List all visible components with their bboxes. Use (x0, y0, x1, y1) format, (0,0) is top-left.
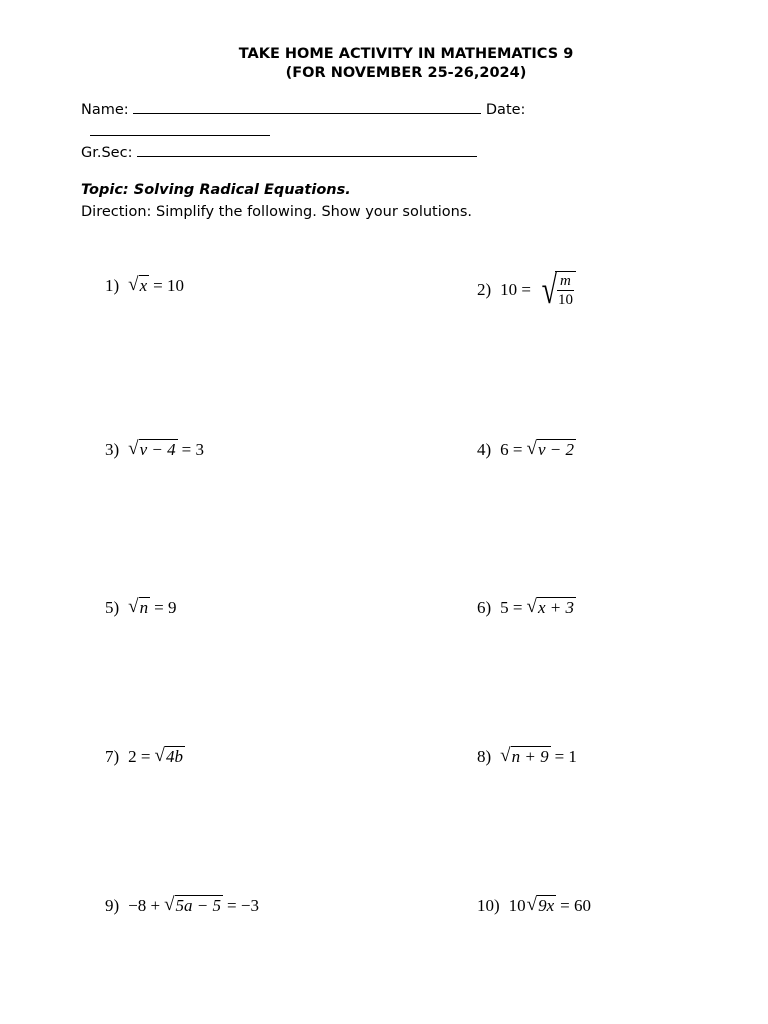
radical-sign-icon: √ (526, 438, 537, 459)
problem-7 (105, 746, 185, 767)
radical-sign-icon: √ (128, 274, 139, 295)
problem-number: 8) (477, 746, 492, 766)
problem-number: 10) (477, 895, 500, 915)
direction-text: Direction: Simplify the following. Show your solutions. (81, 204, 472, 220)
radical-sign-icon: √ (128, 596, 139, 617)
radicand: 4b (165, 747, 183, 766)
problem-3 (105, 439, 204, 460)
grsec-label: Gr.Sec: (81, 145, 133, 161)
date-field (90, 121, 270, 142)
lhs: 5 = (500, 597, 523, 617)
radicand: 9x (538, 896, 555, 915)
fraction (555, 271, 576, 309)
radical-sign-icon: √ (541, 267, 557, 312)
title-line-2: (FOR NOVEMBER 25-26,2024) (285, 65, 527, 81)
problem-2 (477, 267, 576, 312)
rhs: = −3 (227, 895, 259, 915)
radical-sign-icon: √ (526, 596, 537, 617)
problem-number: 3) (105, 439, 120, 459)
problem-6 (477, 597, 576, 618)
problem-5 (105, 597, 176, 618)
radical-sign-icon: √ (164, 894, 175, 915)
rhs: = 10 (153, 275, 184, 295)
lhs: 6 = (500, 439, 523, 459)
radicand: n + 9 (511, 747, 549, 766)
name-label: Name: (81, 102, 129, 118)
radical-sign-icon: √ (500, 745, 511, 766)
lhs: 10 (508, 895, 526, 915)
radicand: v − 4 (139, 440, 176, 459)
problem-10 (477, 895, 591, 916)
radicand: n (139, 598, 149, 617)
rhs: = 60 (560, 895, 591, 915)
radical-sign-icon: √ (154, 745, 165, 766)
problem-number: 7) (105, 746, 120, 766)
lhs: 10 = (500, 280, 532, 299)
lhs: 2 = (128, 746, 151, 766)
name-blank-line (133, 99, 481, 114)
rhs: = 9 (154, 597, 177, 617)
problem-1 (105, 275, 184, 296)
radicand: 5a − 5 (175, 896, 222, 915)
date-label: Date: (485, 102, 526, 118)
problem-number: 5) (105, 597, 120, 617)
problem-number: 9) (105, 895, 120, 915)
problem-9 (105, 895, 259, 916)
fraction-denominator: 10 (557, 292, 573, 308)
radicand: v − 2 (537, 440, 574, 459)
lhs: −8 + (128, 895, 161, 915)
title-line-1: TAKE HOME ACTIVITY IN MATHEMATICS 9 (238, 46, 574, 62)
rhs: = 1 (554, 746, 577, 766)
grsec-blank-line (137, 142, 477, 157)
radical-sign-icon: √ (128, 438, 139, 459)
problem-number: 6) (477, 597, 492, 617)
date-blank-line (90, 121, 270, 136)
problem-number: 4) (477, 439, 492, 459)
radicand: x (139, 276, 148, 295)
problem-number: 2) (477, 280, 492, 299)
topic-heading: Topic: Solving Radical Equations. (81, 182, 351, 198)
problem-number: 1) (105, 275, 120, 295)
worksheet-title (0, 45, 768, 83)
fraction-numerator: m (557, 272, 574, 291)
problem-4 (477, 439, 576, 460)
problem-8 (477, 746, 577, 767)
name-field (81, 99, 525, 120)
rhs: = 3 (181, 439, 204, 459)
grsec-field (81, 142, 477, 163)
radical-sign-icon: √ (526, 894, 538, 915)
radicand: x + 3 (537, 598, 574, 617)
